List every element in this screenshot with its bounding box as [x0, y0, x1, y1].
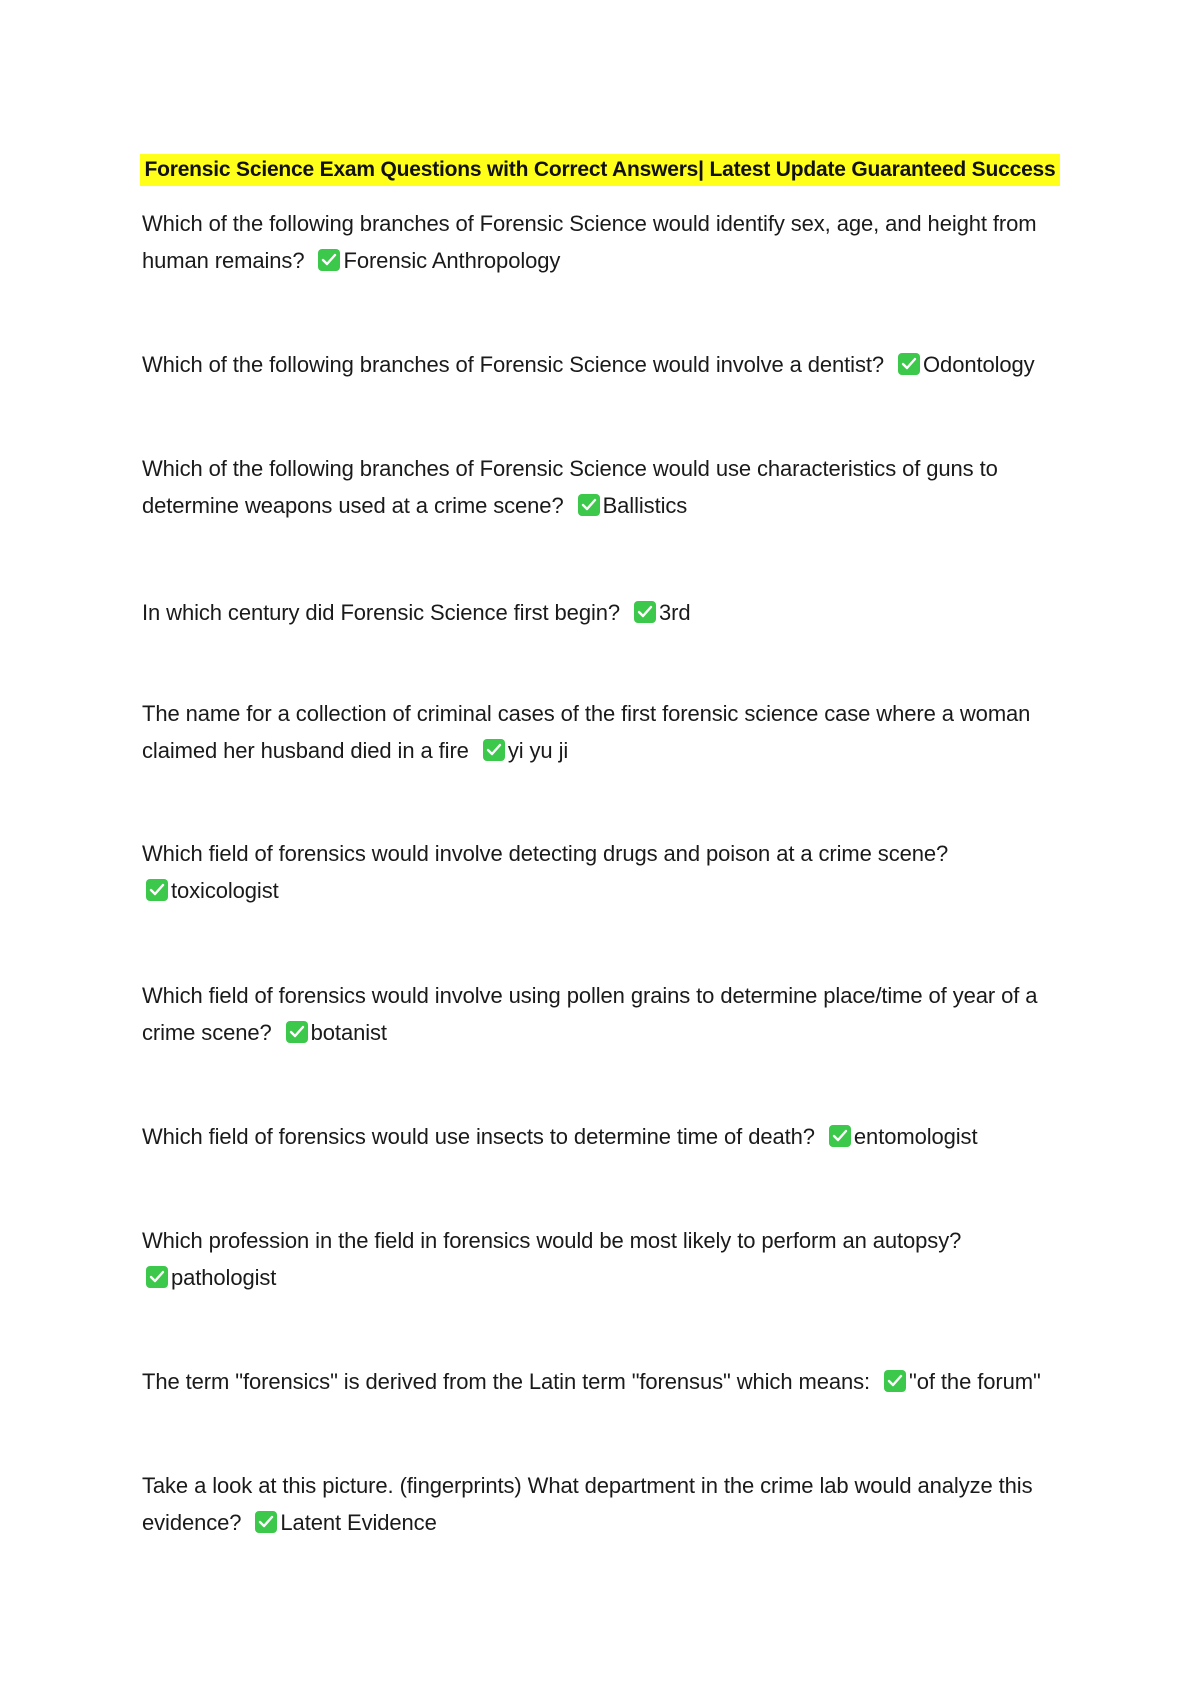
answer-text: "of the forum"	[909, 1369, 1041, 1394]
answer-text: toxicologist	[171, 878, 279, 903]
question-text: Which of the following branches of Forensic Science would involve a dentist?	[142, 352, 885, 377]
checkmark-icon	[146, 879, 168, 901]
answer-text: yi yu ji	[507, 738, 569, 763]
checkmark-icon	[884, 1370, 906, 1392]
answer-text: Forensic Anthropology	[343, 248, 561, 273]
qa-item	[142, 205, 1062, 279]
checkmark-icon	[634, 601, 656, 623]
qa-item	[142, 594, 1062, 631]
question-text: The name for a collection of criminal cases of the first forensic science case where a woman claimed her husband died in a fire	[142, 701, 1031, 763]
qa-item	[142, 1363, 1142, 1400]
qa-item	[142, 695, 1062, 769]
checkmark-icon	[829, 1125, 851, 1147]
question-text: In which century did Forensic Science first begin?	[142, 600, 621, 625]
question-text: Which of the following branches of Forensic Science would identify sex, age, and height from human remains?	[142, 211, 1037, 273]
question-text: Take a look at this picture. (fingerprints) What department in the crime lab would analyze this evidence?	[142, 1473, 1033, 1535]
qa-item	[142, 1222, 1062, 1296]
question-text: Which field of forensics would use insects to determine time of death?	[142, 1124, 815, 1149]
answer-text: pathologist	[171, 1265, 277, 1290]
question-text: Which profession in the field in forensics would be most likely to perform an autopsy?	[142, 1228, 962, 1253]
qa-item	[142, 1467, 1062, 1541]
qa-item	[142, 835, 1062, 909]
checkmark-icon	[146, 1266, 168, 1288]
answer-text: botanist	[310, 1020, 387, 1045]
answer-text: 3rd	[659, 600, 691, 625]
answer-text: Ballistics	[602, 493, 688, 518]
qa-item	[142, 977, 1062, 1051]
answer-text: Odontology	[923, 352, 1035, 377]
qa-item	[142, 346, 1062, 383]
answer-text: entomologist	[853, 1124, 978, 1149]
qa-item	[142, 450, 1062, 524]
title-container	[0, 154, 1200, 186]
checkmark-icon	[255, 1511, 277, 1533]
checkmark-icon	[286, 1021, 308, 1043]
question-text: Which field of forensics would involve using pollen grains to determine place/time of year of a crime scene?	[142, 983, 1038, 1045]
document-title: Forensic Science Exam Questions with Correct Answers| Latest Update Guaranteed Success	[140, 154, 1059, 186]
checkmark-icon	[898, 353, 920, 375]
checkmark-icon	[318, 249, 340, 271]
answer-text: Latent Evidence	[280, 1510, 437, 1535]
checkmark-icon	[578, 494, 600, 516]
question-text: Which field of forensics would involve detecting drugs and poison at a crime scene?	[142, 841, 949, 866]
checkmark-icon	[483, 739, 505, 761]
question-text: Which of the following branches of Forensic Science would use characteristics of guns to determine weapons used at a crime scene?	[142, 456, 998, 518]
qa-item	[142, 1118, 1062, 1155]
question-text: The term "forensics" is derived from the Latin term "forensus" which means:	[142, 1369, 871, 1394]
